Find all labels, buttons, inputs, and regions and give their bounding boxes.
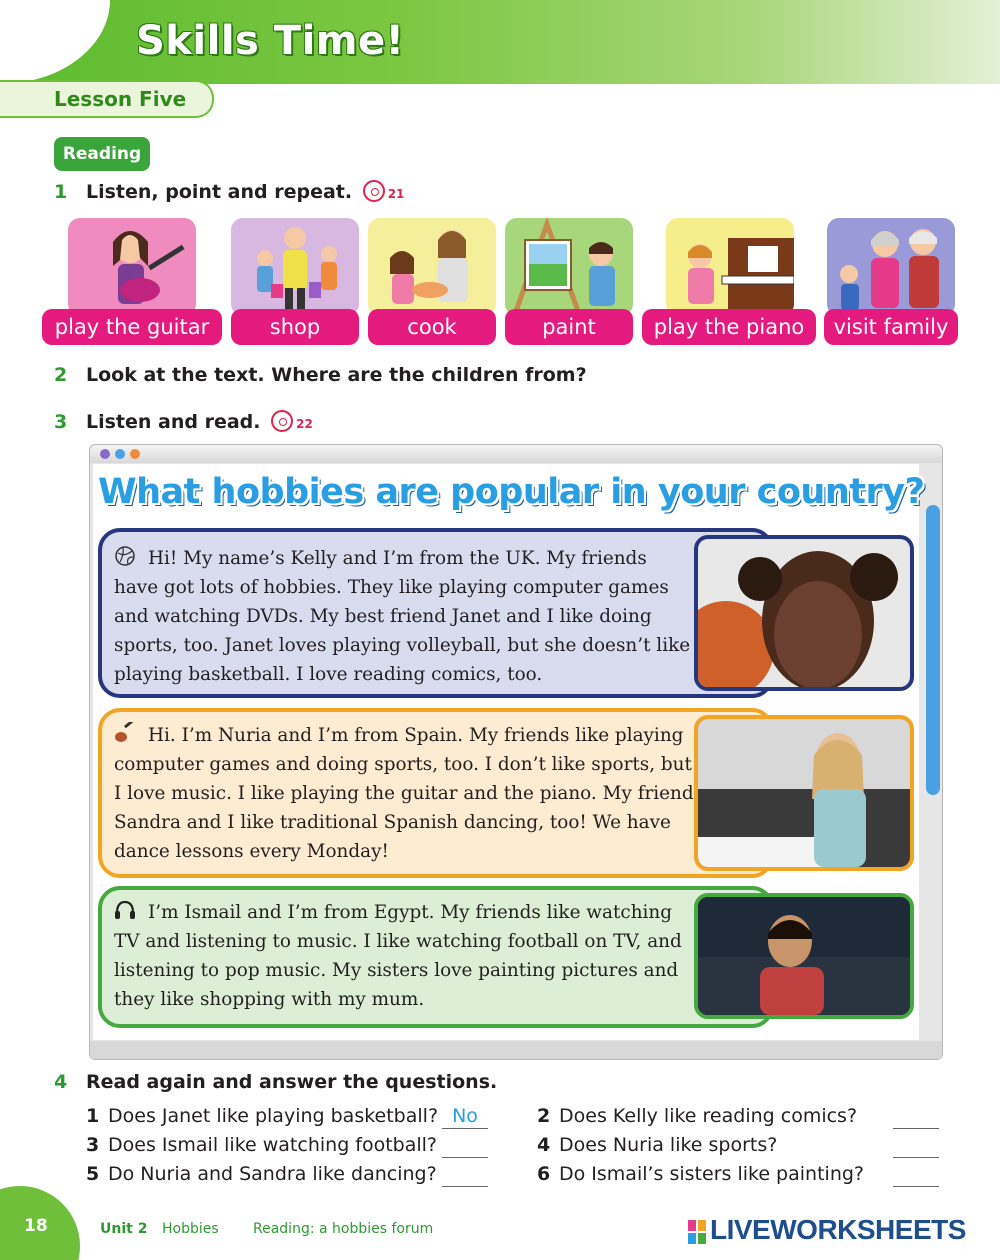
- hobby-card-cook: [368, 218, 496, 346]
- task-4: [54, 1071, 497, 1093]
- task-1: [54, 180, 404, 203]
- audio-cd-icon[interactable]: [271, 410, 293, 432]
- ismail-photo: [694, 893, 914, 1019]
- headphones-icon: [114, 899, 136, 921]
- task-text: Read again and answer the questions.: [86, 1071, 498, 1093]
- page-title: Skills Time!: [136, 18, 405, 64]
- guitar-illustration: [68, 218, 196, 316]
- kelly-photo: [694, 535, 914, 691]
- page-number: 18: [24, 1216, 48, 1236]
- question-6: 6 Do Ismail’s sisters like painting?: [537, 1163, 865, 1185]
- task-text: Look at the text. Where are the children from?: [86, 364, 587, 386]
- post-text: I’m Ismail and I’m from Egypt. My friends like watching TV and listening to music. I like watching football on TV, and listening to pop music. My sisters love painting pictures and they like shopping with my mum.: [114, 898, 694, 1014]
- shop-illustration: [231, 218, 359, 316]
- footer-topic: Hobbies: [162, 1221, 219, 1237]
- hobby-card-shop: [231, 218, 359, 346]
- liveworksheets-logo[interactable]: LIVEWORKSHEETS: [710, 1214, 966, 1245]
- answer-field[interactable]: [442, 1103, 488, 1129]
- window-bottom-bar: [90, 1041, 942, 1059]
- footer-unit: Unit 2: [100, 1221, 148, 1237]
- hobby-label: visit family: [824, 309, 958, 345]
- hobby-label: paint: [505, 309, 633, 345]
- answer-field[interactable]: [893, 1132, 939, 1158]
- task-number: 2: [54, 364, 68, 386]
- question-1: 1 Does Janet like playing basketball?: [86, 1105, 439, 1127]
- post-text: Hi. I’m Nuria and I’m from Spain. My friends like playing computer games and doing sports, too. I don’t like sports, but I love music. I like playing the guitar and the piano. My friend Sandra and I like traditional Spanish dancing, too! We have dance lessons every Monday!: [114, 721, 694, 866]
- liveworksheets-logo-icon: [688, 1220, 706, 1244]
- post-text: Hi! My name’s Kelly and I’m from the UK. My friends have got lots of hobbies. They like playing computer games and watching DVDs. My best friend Janet and I like doing sports, too. Janet loves playing volleyball, but she doesn’t like playing basketball. I love reading comics, too.: [114, 544, 694, 689]
- window-dot-icon[interactable]: [130, 449, 140, 459]
- hobby-label: cook: [368, 309, 496, 345]
- task-2: [54, 364, 587, 386]
- lesson-label: Lesson Five: [54, 87, 187, 111]
- hobby-card-paint: [505, 218, 633, 346]
- task-number: 1: [54, 181, 68, 203]
- task-number: 3: [54, 411, 68, 433]
- question-4: 4 Does Nuria like sports?: [537, 1134, 778, 1156]
- guitar-icon: [114, 722, 136, 744]
- task-text: Listen, point and repeat.: [86, 181, 353, 203]
- forum-title: What hobbies are popular in your country?: [98, 472, 925, 512]
- hobby-card-visit-family: [824, 218, 958, 346]
- hobby-card-guitar: [42, 218, 222, 346]
- question-2: 2 Does Kelly like reading comics?: [537, 1105, 858, 1127]
- question-5: 5 Do Nuria and Sandra like dancing?: [86, 1163, 437, 1185]
- answer-field[interactable]: [442, 1132, 488, 1158]
- cook-illustration: [368, 218, 496, 316]
- hobby-card-piano: [642, 218, 816, 346]
- volleyball-icon: [114, 545, 136, 567]
- visit-family-illustration: [827, 218, 955, 316]
- question-3: 3 Does Ismail like watching football?: [86, 1134, 438, 1156]
- hobby-label: play the guitar: [42, 309, 222, 345]
- track-number: 21: [387, 187, 405, 201]
- hobby-label: play the piano: [642, 309, 816, 345]
- paint-illustration: [505, 218, 633, 316]
- window-scrollbar[interactable]: [926, 505, 940, 795]
- track-number: 22: [296, 417, 313, 431]
- reading-badge: Reading: [54, 137, 150, 171]
- piano-illustration: [666, 218, 794, 316]
- hobby-label: shop: [231, 309, 359, 345]
- audio-cd-icon[interactable]: [363, 180, 385, 202]
- answer-field[interactable]: [893, 1103, 939, 1129]
- footer-section: Reading: a hobbies forum: [253, 1221, 434, 1237]
- task-text: Listen and read.: [86, 411, 261, 433]
- window-dot-icon[interactable]: [100, 449, 110, 459]
- window-dot-icon[interactable]: [115, 449, 125, 459]
- answer-field[interactable]: [442, 1161, 488, 1187]
- nuria-photo: [694, 715, 914, 871]
- task-number: 4: [54, 1071, 68, 1093]
- task-3: [54, 410, 313, 433]
- answer-field[interactable]: [893, 1161, 939, 1187]
- window-title-bar: [90, 445, 942, 463]
